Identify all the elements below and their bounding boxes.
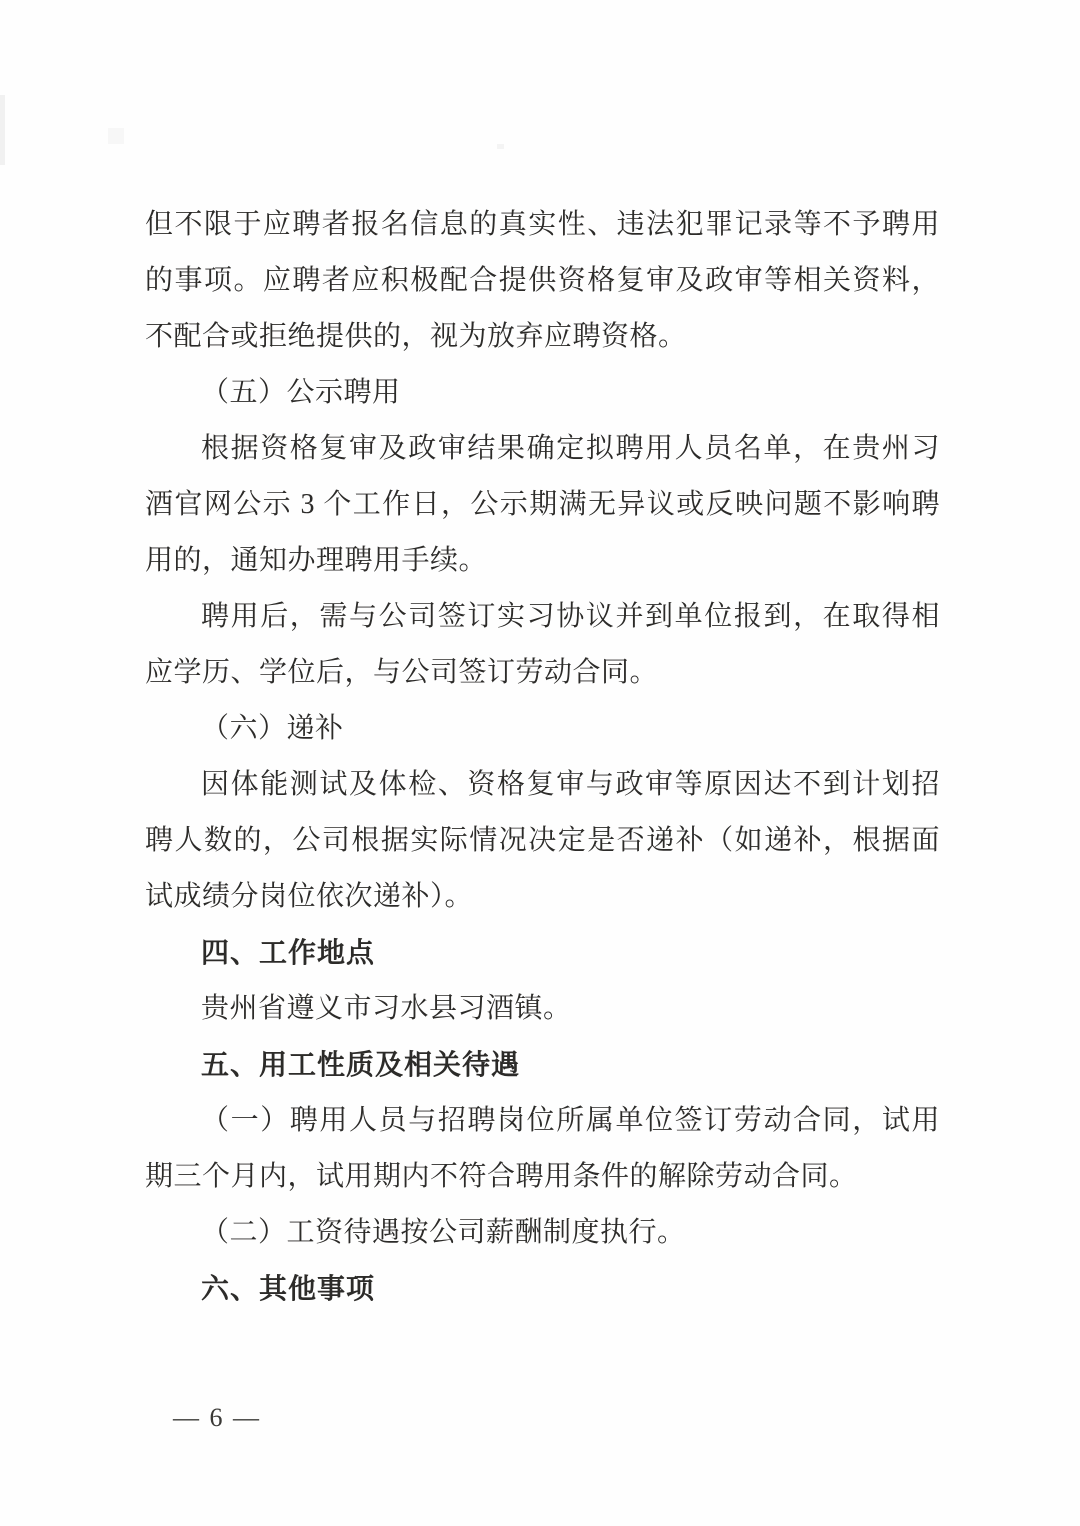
- sub-heading-6-replacement: （六）递补: [201, 713, 344, 744]
- scan-artifact-dot: [497, 144, 504, 149]
- paragraph-labor-contract-terms: （一）聘用人员与招聘岗位所属单位签订劳动合同，试用期三个月内，试用期内不符合聘用条件的解除劳动合同。: [145, 1105, 940, 1192]
- paragraph-work-location: 贵州省遵义市习水县习酒镇。: [201, 993, 572, 1024]
- paragraph-continuation: 但不限于应聘者报名信息的真实性、违法犯罪记录等不予聘用的事项。应聘者应积极配合提供资格复审及政审等相关资料，不配合或拒绝提供的，视为放弃应聘资格。: [145, 209, 940, 352]
- sub-heading-5-public-notice: （五）公示聘用: [201, 377, 401, 408]
- paragraph-replacement-detail: 因体能测试及体检、资格复审与政审等原因达不到计划招聘人数的，公司根据实际情况决定是否递补（如递补，根据面试成绩分岗位依次递补）。: [145, 769, 940, 912]
- page-number: — 6 —: [173, 1403, 261, 1432]
- paragraph-contract-after-hire: 聘用后，需与公司签订实习协议并到单位报到，在取得相应学历、学位后，与公司签订劳动合同。: [145, 601, 940, 688]
- document-body: [145, 197, 940, 1317]
- scan-artifact-left-strip: [0, 95, 5, 165]
- section-heading-5-employment-terms: 五、用工性质及相关待遇: [201, 1049, 521, 1080]
- section-heading-4-work-location: 四、工作地点: [201, 937, 376, 968]
- scan-artifact-square: [108, 128, 124, 144]
- paragraph-public-notice-detail: 根据资格复审及政审结果确定拟聘用人员名单，在贵州习酒官网公示 3 个工作日，公示期满无异议或反映问题不影响聘用的，通知办理聘用手续。: [145, 433, 940, 576]
- section-heading-6-other-matters: 六、其他事项: [201, 1273, 376, 1304]
- paragraph-salary-policy: （二）工资待遇按公司薪酬制度执行。: [201, 1217, 686, 1248]
